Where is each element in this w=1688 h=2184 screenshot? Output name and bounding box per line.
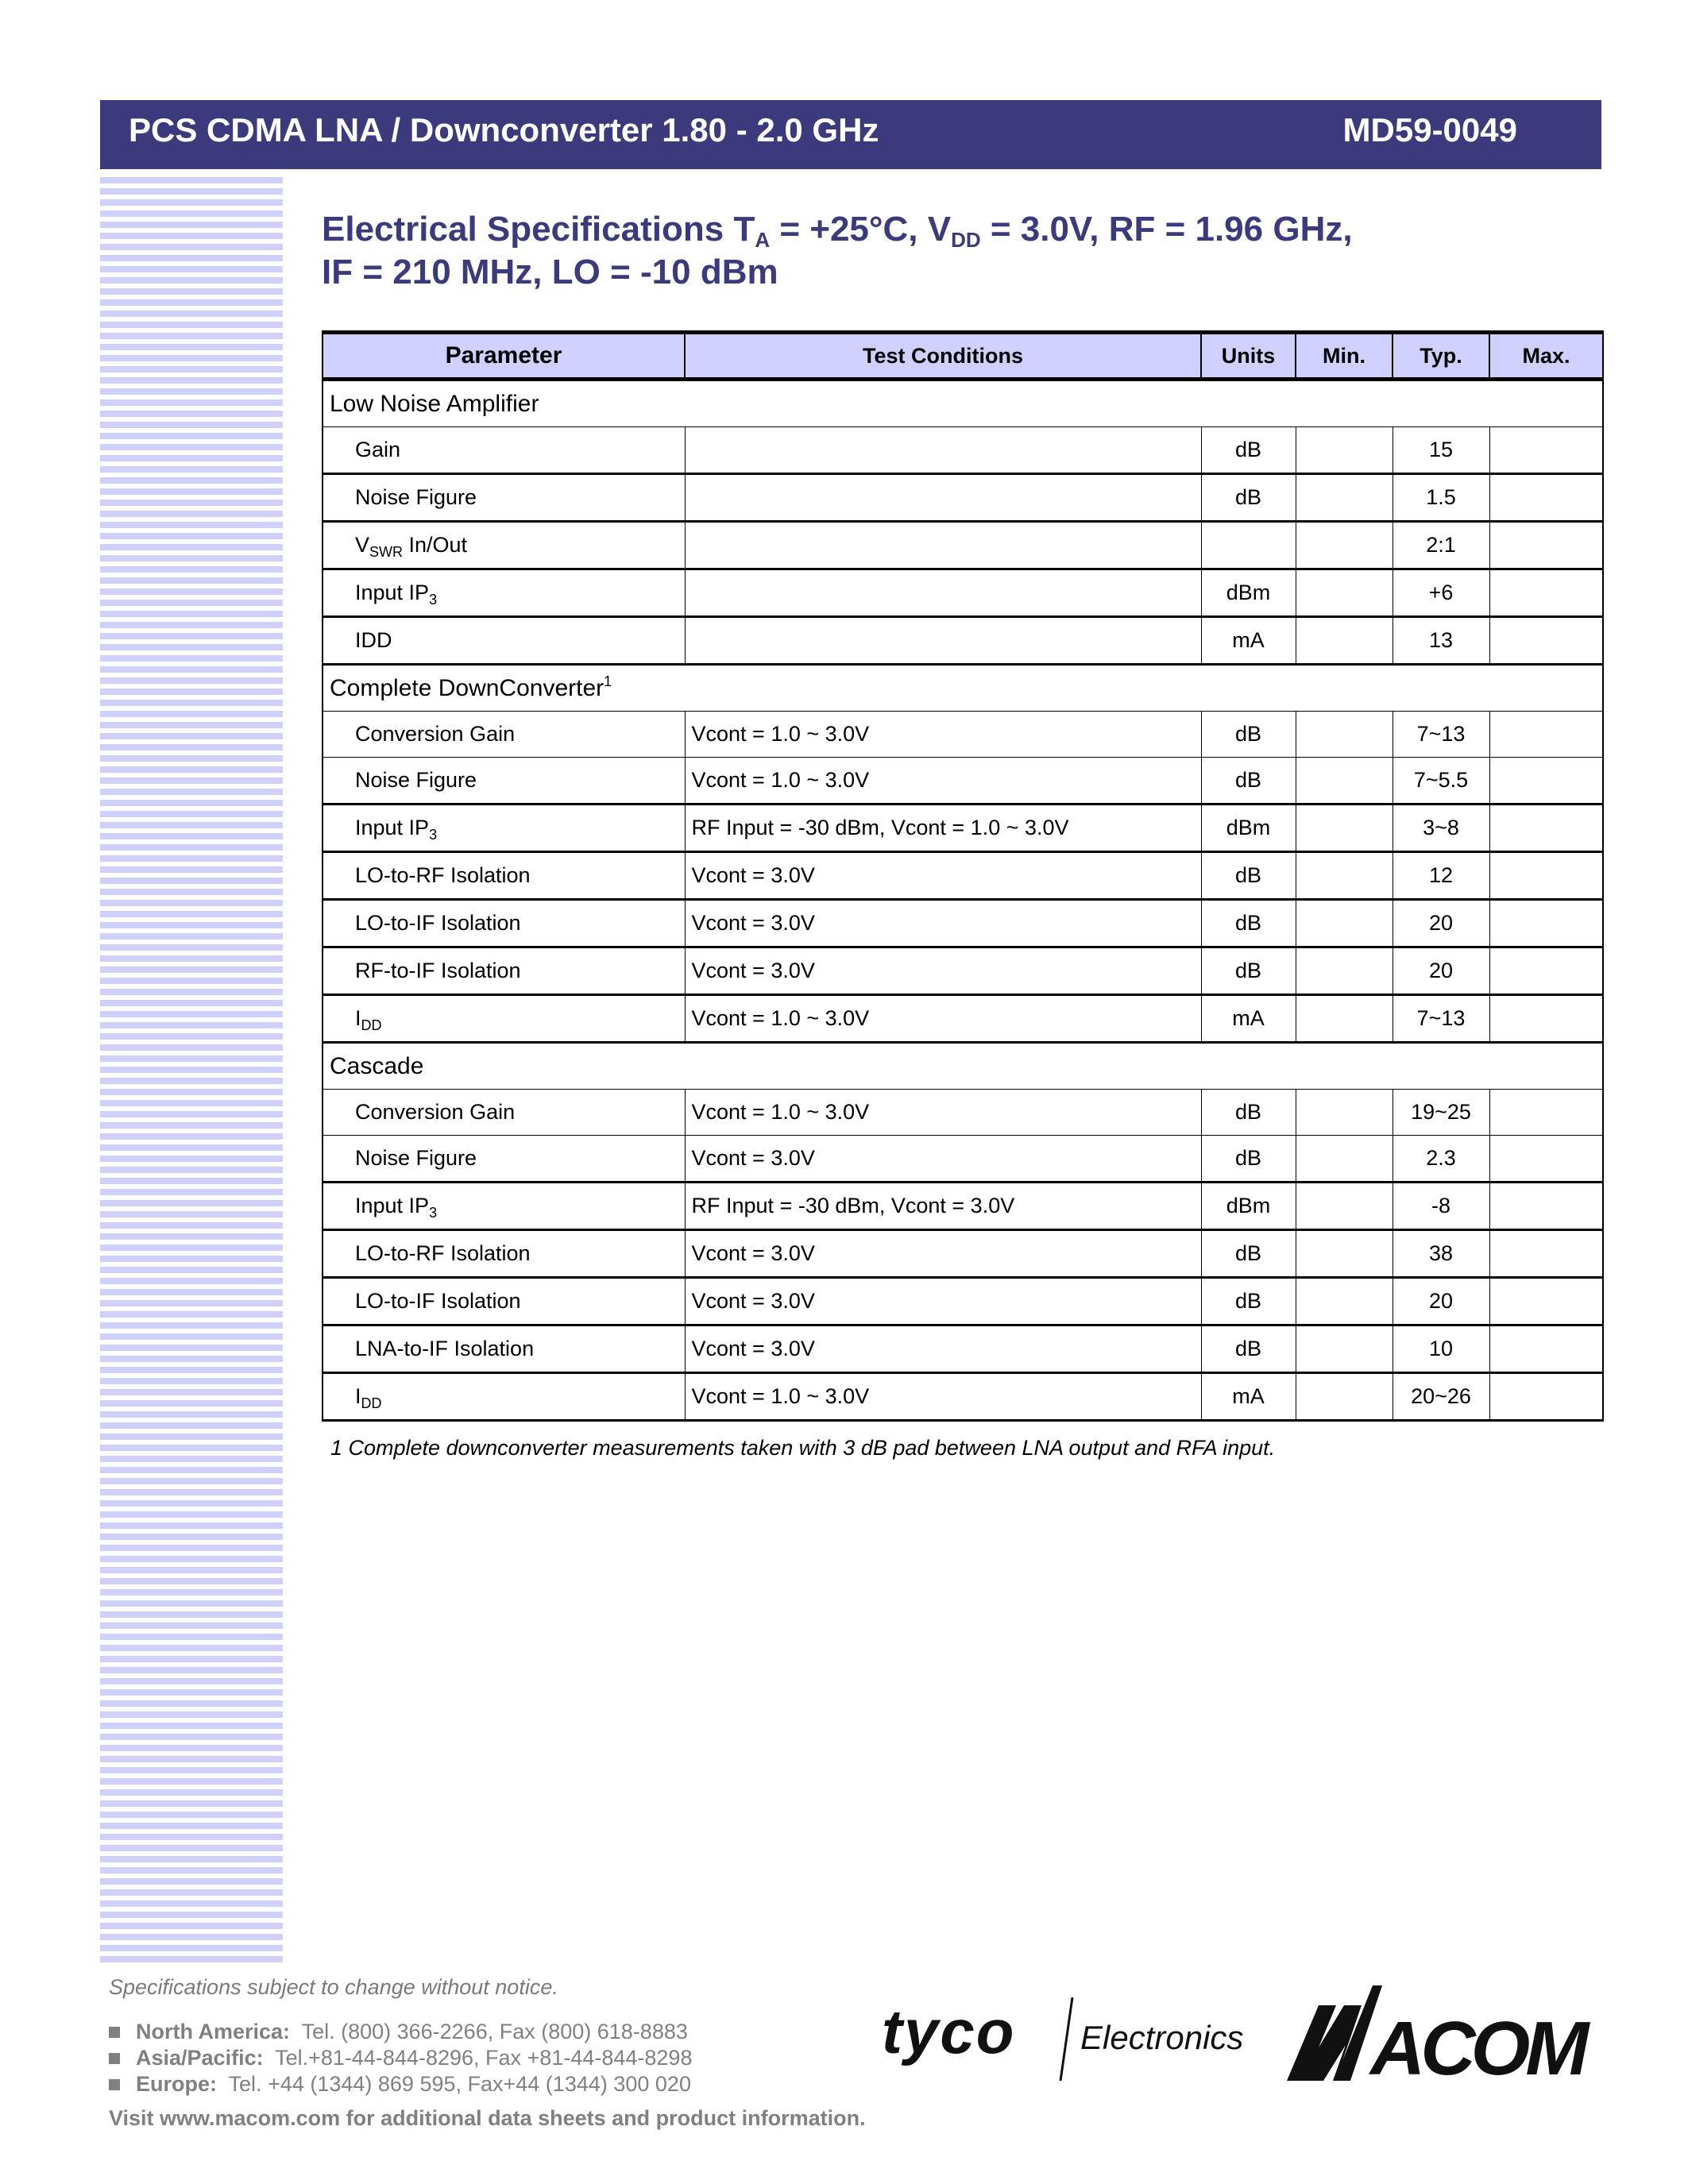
parameter-cell: Input $IP_3$ [323, 1183, 685, 1230]
visit-website-text: Visit www.macom.com for additional data sheets and product information. [109, 2106, 866, 2130]
units-cell: mA [1201, 995, 1296, 1043]
min-cell [1296, 852, 1393, 900]
typ-cell: 19~25 [1393, 1090, 1489, 1136]
parameter-cell: Conversion Gain [323, 712, 685, 758]
min-cell [1296, 947, 1393, 995]
test-conditions-cell: Vcont = 1.0 ~ 3.0V [685, 995, 1201, 1043]
parameter-cell: Noise Figure [323, 758, 685, 805]
test-conditions-cell: Vcont = 1.0 ~ 3.0V [685, 712, 1201, 758]
max-cell [1489, 900, 1603, 947]
max-cell [1489, 427, 1603, 474]
units-cell: dBm [1201, 1183, 1296, 1230]
section-row [323, 380, 1603, 427]
test-conditions-cell [685, 522, 1201, 569]
table-row [323, 474, 1603, 522]
typ-cell: 2.3 [1393, 1136, 1489, 1183]
bullet-icon [109, 2027, 120, 2038]
column-header-parameter: Parameter [323, 333, 685, 380]
min-cell [1296, 805, 1393, 852]
max-cell [1489, 995, 1603, 1043]
test-conditions-cell: Vcont = 1.0 ~ 3.0V [685, 1090, 1201, 1136]
units-cell: dB [1201, 852, 1296, 900]
section-row [323, 1043, 1603, 1090]
max-cell [1489, 617, 1603, 665]
test-conditions-cell [685, 617, 1201, 665]
parameter-cell: $V_{SWR}$ In/Out [323, 522, 685, 569]
table-body [323, 380, 1603, 1421]
units-cell [1201, 522, 1296, 569]
svg-text:ACOM: ACOM [1370, 2006, 1585, 2091]
parameter-cell: Input $IP_3$ [323, 569, 685, 617]
typ-cell: 15 [1393, 427, 1489, 474]
contact-north-america: North America: Tel. (800) 366-2266, Fax (800) 618-8883 [109, 2019, 692, 2045]
parameter-cell: Gain [323, 427, 685, 474]
max-cell [1489, 1230, 1603, 1278]
svg-text:tyco: tyco [882, 1997, 1016, 2066]
test-conditions-cell: RF Input = -30 dBm, Vcont = 1.0 ~ 3.0V [685, 805, 1201, 852]
min-cell [1296, 522, 1393, 569]
column-header-typ: Typ. [1393, 333, 1489, 380]
units-cell: dBm [1201, 569, 1296, 617]
parameter-cell: LO-to-IF Isolation [323, 1278, 685, 1325]
units-cell: mA [1201, 617, 1296, 665]
min-cell [1296, 1325, 1393, 1373]
test-conditions-cell: Vcont = 3.0V [685, 947, 1201, 995]
min-cell [1296, 474, 1393, 522]
units-cell: dBm [1201, 805, 1296, 852]
typ-cell: 12 [1393, 852, 1489, 900]
max-cell [1489, 852, 1603, 900]
typ-cell: 3~8 [1393, 805, 1489, 852]
part-number: MD59-0049 [1342, 111, 1517, 149]
table-row [323, 1136, 1603, 1183]
min-cell [1296, 617, 1393, 665]
typ-cell: 20 [1393, 900, 1489, 947]
parameter-cell: IDD [323, 617, 685, 665]
min-cell [1296, 1183, 1393, 1230]
max-cell [1489, 758, 1603, 805]
max-cell [1489, 712, 1603, 758]
table-row [323, 569, 1603, 617]
units-cell: dB [1201, 947, 1296, 995]
max-cell [1489, 1183, 1603, 1230]
column-header-test-conditions: Test Conditions [685, 333, 1201, 380]
parameter-cell: LNA-to-IF Isolation [323, 1325, 685, 1373]
test-conditions-cell: Vcont = 3.0V [685, 900, 1201, 947]
svg-text:Electronics: Electronics [1080, 2019, 1244, 2056]
table-row [323, 1278, 1603, 1325]
typ-cell: 2:1 [1393, 522, 1489, 569]
test-conditions-cell: Vcont = 1.0 ~ 3.0V [685, 1373, 1201, 1421]
min-cell [1296, 758, 1393, 805]
document-title: PCS CDMA LNA / Downconverter 1.80 - 2.0 GHz [129, 111, 879, 149]
table-row [323, 852, 1603, 900]
max-cell [1489, 522, 1603, 569]
tyco-electronics-logo [882, 1989, 1263, 2089]
units-cell: dB [1201, 1278, 1296, 1325]
max-cell [1489, 1325, 1603, 1373]
max-cell [1489, 569, 1603, 617]
units-cell: dB [1201, 1325, 1296, 1373]
table-row [323, 900, 1603, 947]
section-row [323, 665, 1603, 712]
table-row [323, 1230, 1603, 1278]
table-row [323, 712, 1603, 758]
table-row [323, 617, 1603, 665]
test-conditions-cell: RF Input = -30 dBm, Vcont = 3.0V [685, 1183, 1201, 1230]
typ-cell: 1.5 [1393, 474, 1489, 522]
typ-cell: 7~13 [1393, 995, 1489, 1043]
typ-cell: 38 [1393, 1230, 1489, 1278]
units-cell: mA [1201, 1373, 1296, 1421]
typ-cell: +6 [1393, 569, 1489, 617]
parameter-cell: RF-to-IF Isolation [323, 947, 685, 995]
min-cell [1296, 995, 1393, 1043]
table-header-row [323, 333, 1603, 380]
decorative-stripes [100, 177, 283, 1964]
table-row [323, 805, 1603, 852]
contact-asia-pacific: Asia/Pacific: Tel.+81-44-844-8296, Fax +81-44-844-8298 [109, 2045, 692, 2071]
bullet-icon [109, 2053, 120, 2064]
units-cell: dB [1201, 900, 1296, 947]
section-title: Complete DownConverter$^1$ [323, 665, 1603, 712]
parameter-cell: Input $IP_3$ [323, 805, 685, 852]
bullet-icon [109, 2079, 120, 2090]
min-cell [1296, 1278, 1393, 1325]
parameter-cell: $I_{DD}$ [323, 1373, 685, 1421]
typ-cell: 20 [1393, 947, 1489, 995]
test-conditions-cell: Vcont = 3.0V [685, 852, 1201, 900]
parameter-cell: LO-to-RF Isolation [323, 1230, 685, 1278]
test-conditions-cell [685, 427, 1201, 474]
max-cell [1489, 1373, 1603, 1421]
typ-cell: 13 [1393, 617, 1489, 665]
test-conditions-cell: Vcont = 3.0V [685, 1325, 1201, 1373]
test-conditions-cell: Vcont = 3.0V [685, 1230, 1201, 1278]
units-cell: dB [1201, 1090, 1296, 1136]
table-row [323, 1090, 1603, 1136]
parameter-cell: Noise Figure [323, 1136, 685, 1183]
section-title: Cascade [323, 1043, 1603, 1090]
min-cell [1296, 1090, 1393, 1136]
max-cell [1489, 947, 1603, 995]
min-cell [1296, 569, 1393, 617]
max-cell [1489, 805, 1603, 852]
typ-cell: 10 [1393, 1325, 1489, 1373]
min-cell [1296, 427, 1393, 474]
change-notice: Specifications subject to change without notice. [109, 1975, 558, 1999]
min-cell [1296, 1230, 1393, 1278]
table-row [323, 995, 1603, 1043]
units-cell: dB [1201, 427, 1296, 474]
table-row [323, 1373, 1603, 1421]
column-header-min: Min. [1296, 333, 1393, 380]
test-conditions-cell: Vcont = 1.0 ~ 3.0V [685, 758, 1201, 805]
table-row [323, 947, 1603, 995]
section-title: Low Noise Amplifier [323, 380, 1603, 427]
units-cell: dB [1201, 758, 1296, 805]
table-row [323, 427, 1603, 474]
parameter-cell: Conversion Gain [323, 1090, 685, 1136]
table-row [323, 1325, 1603, 1373]
footnote: 1 Complete downconverter measurements taken with 3 dB pad between LNA output and RFA input. [330, 1436, 1276, 1460]
typ-cell: 20~26 [1393, 1373, 1489, 1421]
header-bar [100, 100, 1601, 169]
parameter-cell: LO-to-IF Isolation [323, 900, 685, 947]
min-cell [1296, 1136, 1393, 1183]
electrical-specs-table [322, 330, 1604, 1422]
column-header-units: Units [1201, 333, 1296, 380]
macom-logo [1287, 1985, 1605, 2101]
max-cell [1489, 474, 1603, 522]
units-cell: dB [1201, 1136, 1296, 1183]
parameter-cell: Noise Figure [323, 474, 685, 522]
table-row [323, 758, 1603, 805]
table-row [323, 522, 1603, 569]
max-cell [1489, 1136, 1603, 1183]
units-cell: dB [1201, 1230, 1296, 1278]
contact-list [109, 2019, 692, 2097]
test-conditions-cell [685, 569, 1201, 617]
test-conditions-cell: Vcont = 3.0V [685, 1136, 1201, 1183]
column-header-max: Max. [1489, 333, 1603, 380]
typ-cell: 20 [1393, 1278, 1489, 1325]
typ-cell: -8 [1393, 1183, 1489, 1230]
max-cell [1489, 1090, 1603, 1136]
min-cell [1296, 1373, 1393, 1421]
units-cell: dB [1201, 712, 1296, 758]
parameter-cell: $I_{DD}$ [323, 995, 685, 1043]
min-cell [1296, 712, 1393, 758]
table-row [323, 1183, 1603, 1230]
test-conditions-cell: Vcont = 3.0V [685, 1278, 1201, 1325]
typ-cell: 7~13 [1393, 712, 1489, 758]
parameter-cell: LO-to-RF Isolation [323, 852, 685, 900]
spec-title [322, 208, 1353, 294]
units-cell: dB [1201, 474, 1296, 522]
test-conditions-cell [685, 474, 1201, 522]
spec-title-line-1: Electrical Specifications $T_A = +25^\circ C$, $V_{DD} = 3.0V$, RF = 1.96 GHz, [322, 210, 1353, 252]
min-cell [1296, 900, 1393, 947]
typ-cell: 7~5.5 [1393, 758, 1489, 805]
spec-title-line-2: IF = 210 MHz, LO = -10 dBm [322, 253, 778, 291]
contact-europe: Europe: Tel. +44 (1344) 869 595, Fax+44 (1344) 300 020 [109, 2071, 692, 2097]
max-cell [1489, 1278, 1603, 1325]
